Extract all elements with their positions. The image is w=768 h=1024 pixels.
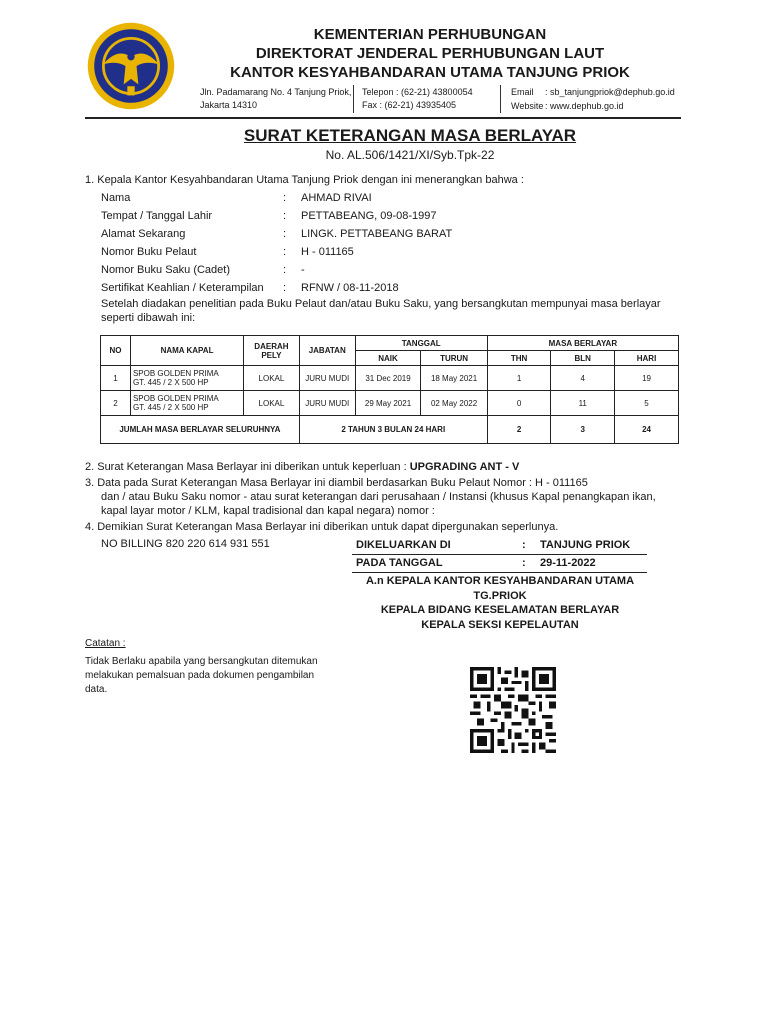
header-website: Website : www.dephub.go.id: [511, 101, 624, 111]
th-board: NAIK: [355, 351, 421, 366]
intro-text: 1. Kepala Kantor Kesyahbandaran Utama Tanjung Priok dengan ini menerangkan bahwa :: [85, 174, 524, 186]
th-years: THN: [487, 351, 551, 366]
after-text-2: seperti dibawah ini:: [101, 312, 196, 324]
field-value-seaman-book: H - 011165: [301, 246, 354, 258]
th-sailing-period: MASA BERLAYAR: [487, 336, 678, 351]
field-label: Nomor Buku Saku (Cadet): [101, 264, 230, 276]
header-ministry: KEMENTERIAN PERHUBUNGAN: [313, 26, 547, 43]
signature-line-1: A.n KEPALA KANTOR KESYAHBANDARAN UTAMA: [365, 575, 635, 587]
table-total-row: JUMLAH MASA BERLAYAR SELURUHNYA 2 TAHUN 3 BULAN 24 HARI 2 3 24: [101, 416, 679, 444]
field-value-certificate: RFNW / 08-11-2018: [301, 282, 399, 294]
field-value-birth: PETTABEANG, 09-08-1997: [301, 210, 437, 222]
field-value-name: AHMAD RIVAI: [301, 192, 372, 204]
header-email: Email : sb_tanjungpriok@dephub.go.id: [511, 87, 675, 97]
field-label: Alamat Sekarang: [101, 228, 186, 240]
field-label: Nomor Buku Pelaut: [101, 246, 197, 258]
th-date: TANGGAL: [355, 336, 487, 351]
th-days: HARI: [615, 351, 679, 366]
signature-line-3: KEPALA BIDANG KESELAMATAN BERLAYAR: [380, 604, 620, 616]
issued-place-label: DIKELUARKAN DI: [356, 539, 451, 551]
note-line-1: Tidak Berlaku apabila yang bersangkutan ditemukan: [85, 656, 318, 667]
th-months: BLN: [551, 351, 615, 366]
field-label: Tempat / Tanggal Lahir: [101, 210, 213, 222]
qr-code-icon: [470, 667, 556, 753]
total-text: 2 TAHUN 3 BULAN 24 HARI: [299, 416, 487, 444]
field-label: Sertifikat Keahlian / Keterampilan: [101, 282, 264, 294]
signature-line-2: TG.PRIOK: [473, 590, 527, 602]
signature-line-4: KEPALA SEKSI KEPELAUTAN: [421, 619, 579, 631]
note-line-3: data.: [85, 684, 108, 695]
after-text: Setelah diadakan penelitian pada Buku Pelaut dan/atau Buku Saku, yang bersangkutan mempunyai masa berlayar: [101, 298, 661, 310]
issued-date-label: PADA TANGGAL: [356, 557, 443, 569]
document-title: SURAT KETERANGAN MASA BERLAYAR: [243, 126, 577, 145]
sailing-record-table: [100, 335, 679, 444]
header-divider: [85, 117, 681, 119]
field-value-address: LINGK. PETTABEANG BARAT: [301, 228, 453, 240]
total-label: JUMLAH MASA BERLAYAR SELURUHNYA: [101, 416, 300, 444]
field-value-cadet-book: -: [301, 264, 305, 276]
table-row: 2 SPOB GOLDEN PRIMA GT. 445 / 2 X 500 HP LOKAL JURU MUDI 29 May 2021 02 May 2022 0 11 5: [101, 391, 679, 416]
point-3: 3. Data pada Surat Keterangan Masa Berlayar ini diambil berdasarkan Buku Pelaut Nomor : H - 011165: [85, 477, 588, 489]
th-no: NO: [101, 336, 131, 366]
document-number: No. AL.506/1421/XI/Syb.Tpk-22: [325, 148, 495, 162]
th-disembark: TURUN: [421, 351, 487, 366]
header-office: KANTOR KESYAHBANDARAN UTAMA TANJUNG PRIOK: [230, 64, 630, 81]
point-4: 4. Demikian Surat Keterangan Masa Berlayar ini diberikan untuk dapat dipergunakan seperlunya.: [85, 521, 559, 533]
table-row: 1 SPOB GOLDEN PRIMA GT. 445 / 2 X 500 HP LOKAL JURU MUDI 31 Dec 2019 18 May 2021 1 4 19: [101, 366, 679, 391]
issued-date: 29-11-2022: [540, 557, 596, 569]
ministry-emblem-icon: [85, 20, 177, 112]
th-position: JABATAN: [299, 336, 355, 366]
billing-number: NO BILLING 820 220 614 931 551: [101, 538, 270, 550]
header-phone-fax: Telepon : (62-21) 43800054 Fax : (62-21) 43935405: [362, 87, 473, 110]
note-heading: Catatan :: [85, 638, 126, 649]
th-area: DAERAH PELY: [244, 336, 300, 366]
header-address: Jln. Padamarang No. 4 Tanjung Priok, Jakarta 14310: [200, 87, 352, 110]
th-ship-name: NAMA KAPAL: [130, 336, 243, 366]
purpose: UPGRADING ANT - V: [409, 461, 520, 473]
point-2: 2. Surat Keterangan Masa Berlayar ini diberikan untuk keperluan : UPGRADING ANT - V: [85, 461, 520, 473]
note-line-2: melakukan pemalsuan pada dokumen pengambilan: [85, 670, 315, 681]
point-3-line3: kapal layar motor / KLM, kapal tradisional dan kapal negara) nomor :: [101, 505, 435, 517]
point-3-line2: dan / atau Buku Saku nomor - atau surat keterangan dari perusahaan / Instansi (khusus Kapal penangkapan ikan,: [101, 491, 656, 503]
issued-place: TANJUNG PRIOK: [540, 539, 631, 551]
field-label: Nama: [101, 192, 131, 204]
header-directorate: DIREKTORAT JENDERAL PERHUBUNGAN LAUT: [255, 45, 605, 62]
